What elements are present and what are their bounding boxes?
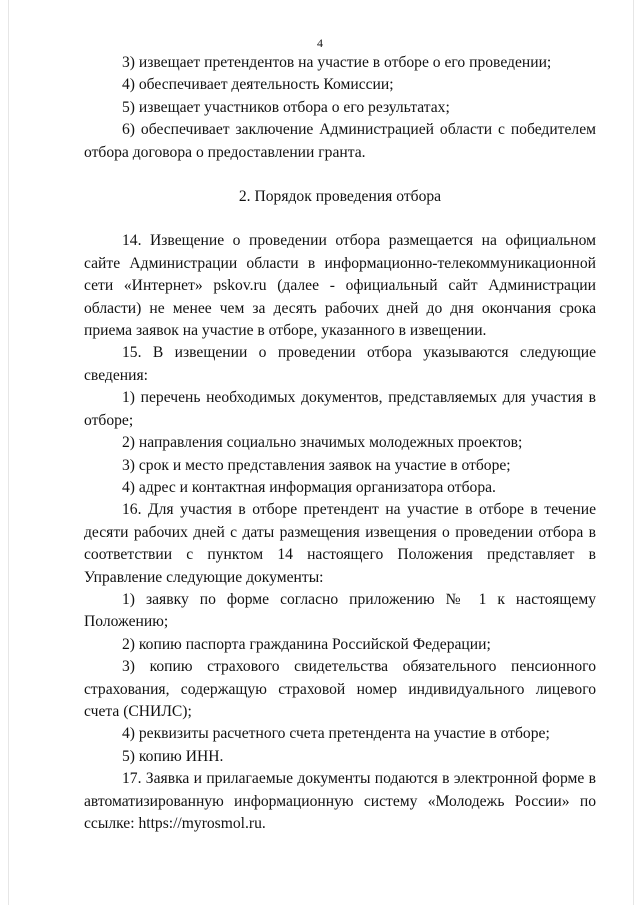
intro-item-3: 3) извещает претендентов на участие в отборе о его проведении; bbox=[122, 54, 552, 71]
p16-item-3: 3) копию страхового свидетельства обязательного пенсионного страхования, содержащую страховой номер индивидуального лицевого счета (СНИЛС); bbox=[84, 658, 596, 720]
p16-item-4: 4) реквизиты расчетного счета претендента на участие в отборе; bbox=[122, 725, 550, 743]
scan-edge-left bbox=[8, 0, 9, 905]
document-body bbox=[84, 52, 596, 835]
paragraph-16: 16. Для участия в отборе претендент на участие в отборе в течение десяти рабочих дней с даты размещения извещения о проведении отбора в соответствии с пунктом 14 настоящего Положения представляет в Управление следующие документы: bbox=[84, 501, 596, 586]
p15-item-1: 1) перечень необходимых документов, представляемых для участия в отборе; bbox=[84, 389, 596, 429]
intro-item-5: 5) извещает участников отбора о его результатах; bbox=[122, 98, 450, 116]
p16-item-2: 2) копию паспорта гражданина Российской Федерации; bbox=[122, 635, 491, 653]
p15-item-2: 2) направления социально значимых молодежных проектов; bbox=[122, 434, 523, 452]
scan-edge-right bbox=[633, 0, 634, 905]
section-heading: 2. Порядок проведения отбора bbox=[238, 188, 442, 206]
paragraph-17: 17. Заявка и прилагаемые документы подаются в электронной форме в автоматизированную информационную систему «Молодежь России» по ссылке: https://myrosmol.ru. bbox=[84, 770, 596, 832]
paragraph-15: 15. В извещении о проведении отбора указываются следующие сведения: bbox=[84, 344, 596, 384]
intro-item-4: 4) обеспечивает деятельность Комиссии; bbox=[122, 76, 394, 94]
p16-item-1: 1) заявку по форме согласно приложению № 1 к настоящему Положению; bbox=[84, 590, 596, 631]
p15-item-3: 3) срок и место представления заявок на участие в отборе; bbox=[122, 456, 511, 474]
p15-item-4: 4) адрес и контактная информация организатора отбора. bbox=[122, 478, 496, 496]
page-number: 4 bbox=[317, 36, 323, 50]
p16-item-5: 5) копию ИНН. bbox=[122, 747, 224, 765]
paragraph-14: 14. Извещение о проведении отбора размещается на официальном сайте Администрации области в информационно-телекоммуникационной сети «Интернет» pskov.ru (далее - официальный сайт Администрации области) не менее чем за десять рабочих дней до дня окончания срока приема заявок на участие в отборе, указанного в извещении. bbox=[84, 232, 596, 340]
intro-item-6: 6) обеспечивает заключение Администрацией области с победителем отбора договора о предоставлении гранта. bbox=[84, 121, 596, 161]
